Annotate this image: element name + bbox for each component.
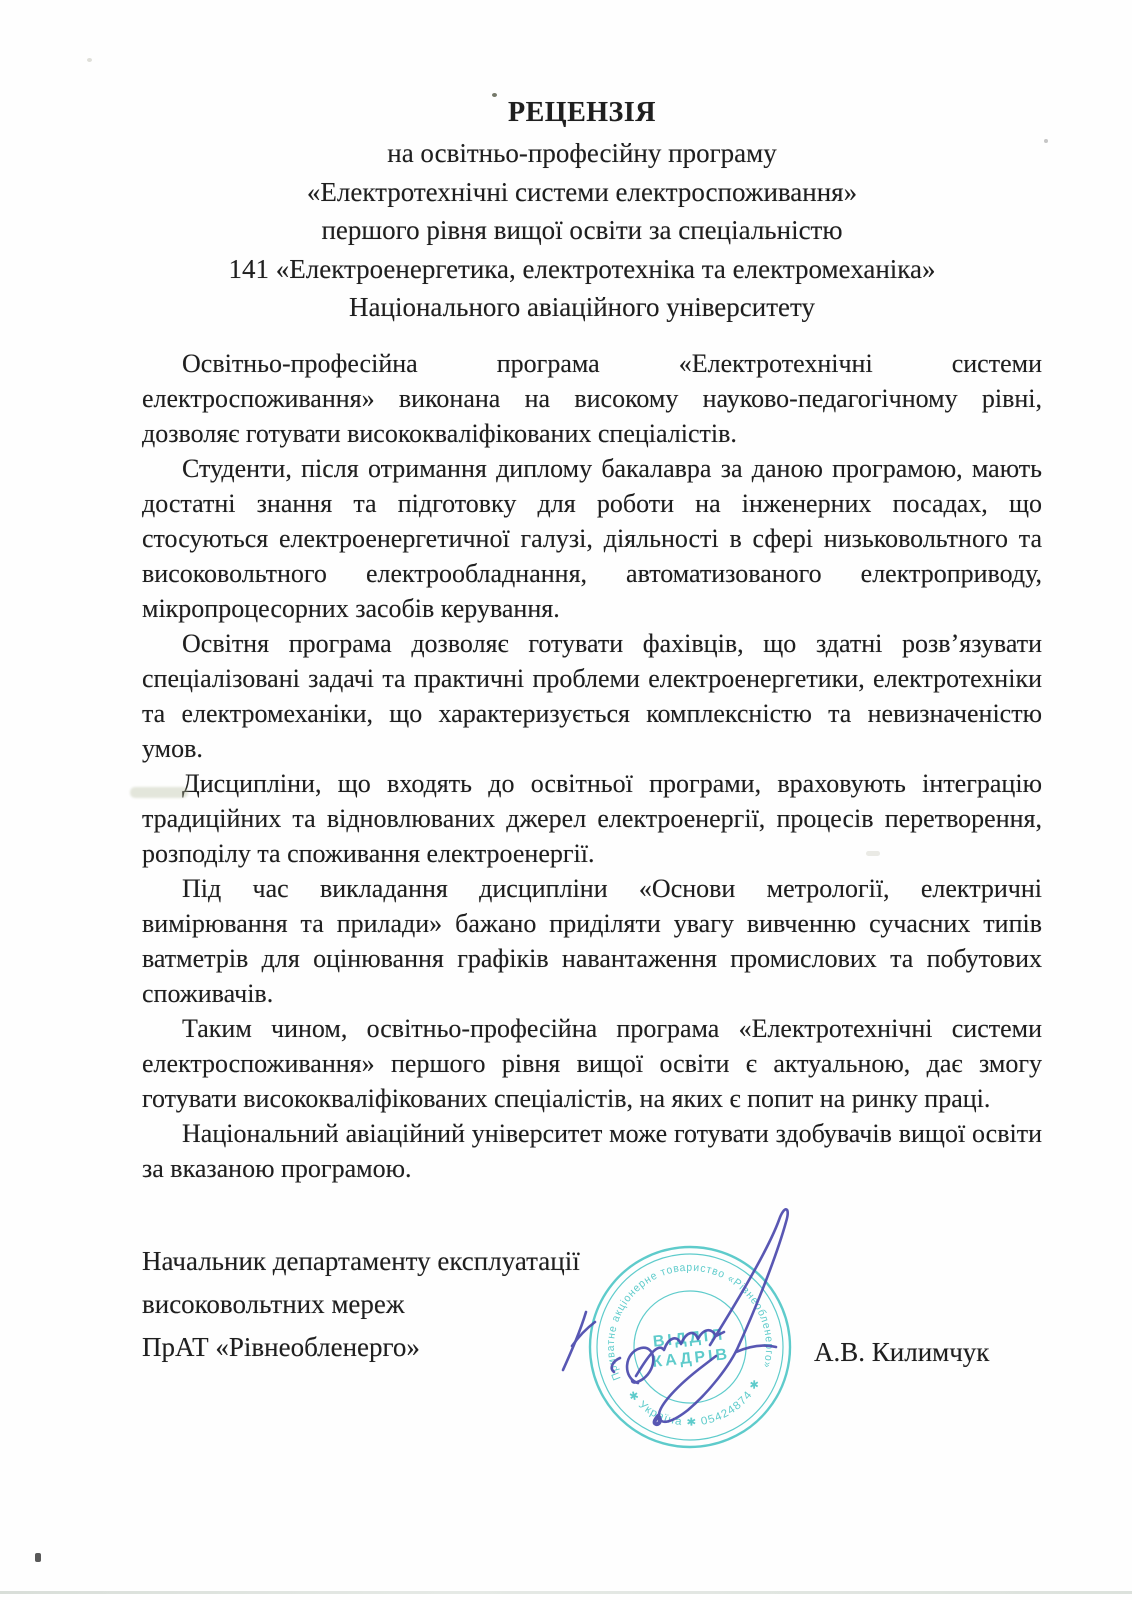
- signer-position-line: Начальник департаменту експлуатації: [142, 1246, 580, 1276]
- signer-name: А.В. Килимчук: [814, 1337, 990, 1367]
- scan-artifact-speck: [492, 93, 497, 97]
- scan-page-edge-shadow: [0, 1591, 1132, 1594]
- scan-artifact-speck: [35, 1553, 41, 1562]
- scan-artifact-smudge: [866, 851, 880, 856]
- paragraph: Освітня програма дозволяє готувати фахівців, що здатні розв’язувати спеціалізовані задачі та практичні проблеми електроенергетики, електротехніки та електромеханіки, що характеризується комплексністю та невизначеністю умов.: [142, 629, 1042, 763]
- stamp-arc-top-text: Приватне акціонерне товариство «Рівнеобленерго»: [604, 1261, 775, 1382]
- header-line-program: на освітньо-професійну програму: [387, 138, 777, 168]
- round-stamp: [580, 1237, 800, 1457]
- stamp-signature-svg: [540, 1180, 820, 1480]
- header-line-university: Національного авіаційного університету: [349, 292, 815, 323]
- header-line-program-name: «Електротехнічні системи електроспоживання»: [306, 176, 858, 207]
- signer-position-line: ПрАТ «Рівнеобленерго»: [142, 1332, 420, 1362]
- paragraph: Дисципліни, що входять до освітньої програми, враховують інтеграцію традиційних та відновлюваних джерел електроенергії, процесів перетворення, розподілу та споживання електроенергії.: [142, 769, 1042, 868]
- paragraph: Національний авіаційний університет може готувати здобувачів вищої освіти за вказаною програмою.: [142, 1119, 1042, 1183]
- scan-artifact-speck: [87, 58, 92, 62]
- stamp-center-text-line1: ВІДДІЛ: [652, 1326, 727, 1351]
- paragraph: Під час викладання дисципліни «Основи метрології, електричні вимірювання та прилади» бажано приділяти увагу вивченню сучасних типів ватметрів для оцінювання графіків навантаження промислових та побутових споживачів.: [142, 874, 1042, 1008]
- scan-artifact-smudge: [130, 787, 188, 798]
- header-line-degree-level: першого рівня вищої освіти за спеціальністю: [321, 215, 843, 246]
- scan-artifact-speck: [1044, 139, 1048, 143]
- paragraph: Освітньо-професійна програма «Електротехнічні системи електроспоживання» виконана на високому науково-педагогічному рівні, дозволяє готувати висококваліфікованих спеціалістів.: [142, 349, 1042, 448]
- paragraph: Студенти, після отримання диплому бакалавра за даною програмою, мають достатні знання та підготовку для роботи на інженерних посадах, що стосуються електроенергетичної галузі, діяльності в сфері низьковольтного та високовольтного електрообладнання, автоматизованого електроприводу, мікропроцесорних засобів керування.: [142, 454, 1042, 623]
- document-body: [142, 346, 1042, 1186]
- document-title: РЕЦЕНЗІЯ: [508, 97, 656, 128]
- document-header: [126, 92, 1038, 327]
- signer-position-line: високовольтних мереж: [142, 1289, 405, 1319]
- paragraph: Таким чином, освітньо-професійна програма «Електротехнічні системи електроспоживання» першого рівня вищої освіти є актуальною, дає змогу готувати висококваліфікованих спеціалістів, на яких є попит на ринку праці.: [142, 1014, 1042, 1113]
- header-line-specialty: 141 «Електроенергетика, електротехніка та електромеханіка»: [228, 253, 936, 284]
- stamp-center-text-line2: КАДРІВ: [651, 1345, 731, 1371]
- stamp-arc-bottom-text: ✱ Україна ✱ 05424874 ✱: [625, 1377, 763, 1429]
- company-stamp-and-signature: [540, 1180, 820, 1480]
